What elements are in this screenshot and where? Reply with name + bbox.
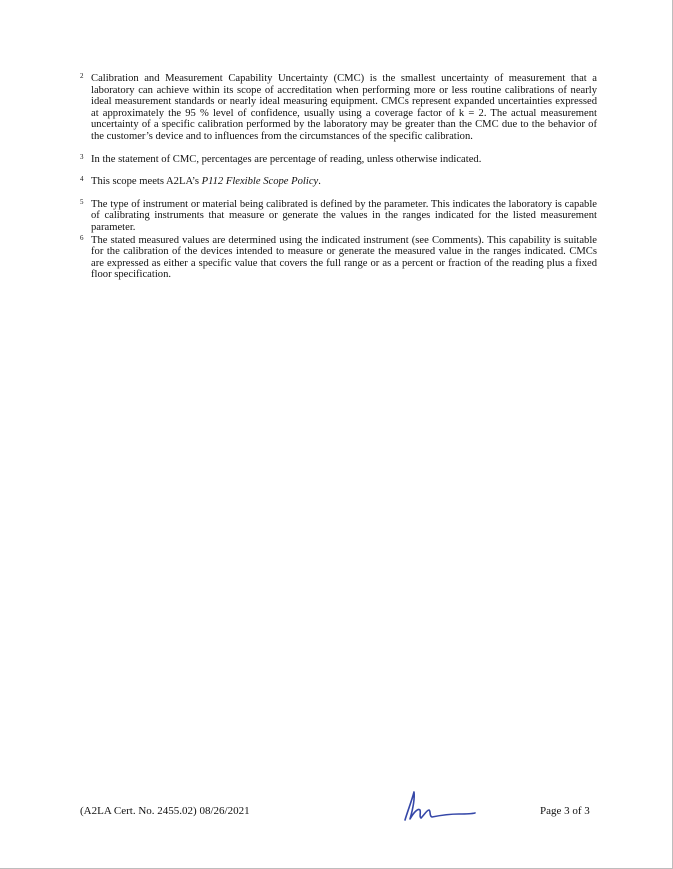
footnote-text-prefix: This scope meets A2LA’s [91,176,202,188]
footnote-text: In the statement of CMC, percentages are percentage of reading, unless otherwise indicated. [91,153,482,165]
footnote-text: Calibration and Measurement Capability Uncertainty (CMC) is the smallest uncertainty of measurement that a laboratory can achieve within its scope of accreditation when performing more or less routine calibrations of nearly ideal measurement standards or nearly ideal measuring equipment. CMCs represent expanded uncertainties expressed at approximately the 95 % level of confidence, usually using a coverage factor of k = 2. The actual measurement uncertainty of a specific calibration performed by the laboratory may be greater than the CMC due to the behavior of the customer’s device and to influences from the circumstances of the specific calibration. [91,73,597,142]
signature-image [399,788,479,824]
page-number: Page 3 of 3 [540,805,590,817]
footnote-4 [80,176,597,188]
footnote-text: The stated measured values are determined using the indicated instrument (see Comments). This capability is suitable for the calibration of the devices intended to measure or generate the measured value in the ranges indicated. CMCs are expressed as either a specific value that covers the full range or as a percent or fraction of the reading plus a fixed floor specification. [91,234,597,281]
footnote-3 [80,154,597,166]
footnote-marker: 4 [80,175,84,184]
footnote-marker: 2 [80,72,84,80]
footnote-text-suffix: . [318,176,321,188]
footnote-text: The type of instrument or material being calibrated is defined by the parameter. This indicates the laboratory is capable of calibrating instruments that measure or generate the values in the ranges indicated for the listed measurement parameter. [91,198,597,233]
footnote-marker: 3 [80,152,84,161]
footnotes-section [80,73,597,281]
footnote-marker: 6 [80,233,84,242]
footnote-marker: 5 [80,197,84,206]
policy-title: P112 Flexible Scope Policy [201,176,319,188]
footnote-5 [80,199,597,234]
signature-stroke [405,792,475,820]
footnote-6 [80,235,597,281]
footnote-2 [80,73,597,143]
certificate-footer: (A2LA Cert. No. 2455.02) 08/26/2021 [80,805,250,817]
